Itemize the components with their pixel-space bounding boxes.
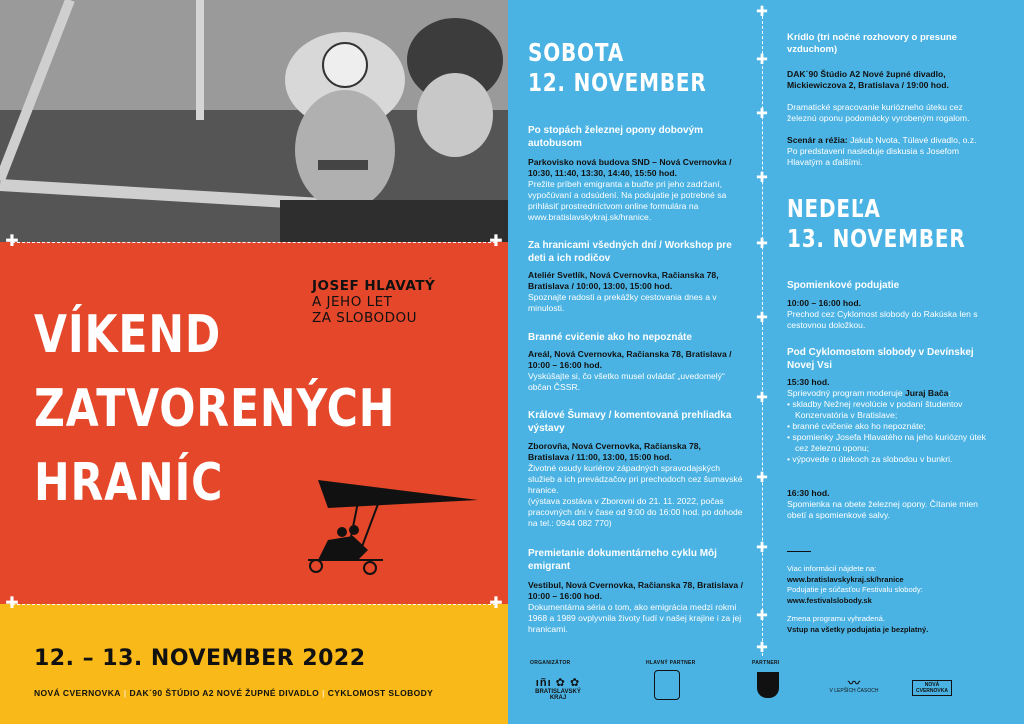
separator: |	[123, 688, 127, 698]
intro-text: Sprievodný program moderuje	[787, 388, 905, 398]
venue-3: CYKLOMOST SLOBODY	[327, 688, 434, 698]
coat-of-arms-icon	[757, 672, 779, 698]
event-credits	[787, 135, 992, 146]
venue-1: NOVÁ CVERNOVKA	[34, 688, 121, 698]
program-panel	[508, 0, 1024, 724]
event-description: Vyskúšajte si, čo všetko musel ovládať „uvedomelý“ občan ČSSR.	[528, 371, 725, 392]
info-text: Podujatie je súčasťou Festivalu slobody:	[787, 585, 923, 594]
event-location: Areál, Nová Cvernovka, Račianska 78, Bratislava / 10:00 – 16:00 hod.	[528, 349, 732, 370]
hero-photo	[0, 0, 508, 242]
partner-lepsich-name: V LEPŠÍCH ČASOCH	[829, 688, 879, 694]
moderator: Juraj Bača	[904, 388, 949, 398]
title-line-3: HRANÍC	[34, 453, 224, 513]
left-panel	[0, 0, 508, 724]
main-partner-logo	[654, 670, 680, 700]
saturday-date: 12. NOVEMBER	[528, 68, 707, 97]
event-description: Spomienka na obete železnej opony. Čítanie mien obetí a spomienkové salvy.	[787, 499, 978, 520]
event-note: (výstava zostáva v Zborovni do 21. 11. 2022, počas pracovných dní v čase od 9:00 do 16:00 hod. po dohode na tel.: 0944 082 770)	[528, 496, 743, 528]
event-title: Branné cvičenie ako ho nepoznáte	[528, 332, 692, 343]
event-title: Pod Cyklomostom slobody v Devínskej Novej Vsi	[787, 347, 974, 371]
event-time: 10:00 – 16:00 hod.	[787, 298, 862, 308]
event-description: Dokumentárna séria o tom, ako emigrácia medzi rokmi 1968 a 1989 ovplyvnila životy ľudí v našej krajine i za jej hranicami.	[528, 602, 742, 634]
info-text: Viac informácií nájdete na:	[787, 564, 877, 573]
partners-label: PARTNERI	[752, 660, 780, 666]
event-description: Prechod cez Cyklomost slobody do Rakúska len s cestovnou doložkou.	[787, 309, 978, 330]
info-block	[787, 564, 997, 635]
hero-photo-illustration	[0, 0, 508, 242]
sunday-heading	[787, 194, 966, 254]
credits-label: Scenár a réžia:	[787, 135, 848, 145]
cross-icon: ✚	[756, 389, 768, 405]
cross-icon: ✚	[489, 595, 503, 612]
main-partner-label: HLAVNÝ PARTNER	[646, 660, 696, 666]
partner-cvernovka-logo: NOVÁ CVERNOVKA	[912, 680, 952, 696]
cross-icon: ✚	[756, 51, 768, 67]
cross-icon: ✚	[756, 539, 768, 555]
hang-glider-icon	[298, 462, 488, 582]
list-item: • výpovede o útekoch za slobodou v bunkri.	[787, 454, 953, 464]
subtitle-line-3: ZA SLOBODOU	[312, 310, 418, 326]
organizer-label: ORGANIZÁTOR	[530, 660, 571, 666]
event-title: Krídlo (tri nočné rozhovory o presune vzduchom)	[787, 32, 957, 55]
venue-2: DAK´90 ŠTÚDIO A2 NOVÉ ŽUPNÉ DIVADLO	[129, 688, 320, 698]
cross-icon: ✚	[489, 233, 503, 250]
divider-top	[12, 242, 496, 243]
event-date: 12. – 13. NOVEMBER 2022	[34, 646, 366, 671]
cross-icon: ✚	[756, 469, 768, 485]
spacer	[787, 606, 997, 614]
program-intro	[787, 388, 999, 399]
saturday-day: SOBOTA	[528, 38, 625, 67]
info-notice: Vstup na všetky podujatia je bezplatný.	[787, 624, 929, 634]
leaf-icon: 〰	[847, 676, 860, 690]
cross-icon: ✚	[756, 169, 768, 185]
credits-value: Jakub Nvota, Túlavé divadlo, o.z.	[850, 135, 977, 145]
event-location: Zborovňa, Nová Cvernovka, Račianska 78, Bratislava / 11:00, 13:00, 15:00 hod.	[528, 441, 701, 462]
list-item: • skladby Nežnej revolúcie v podaní študentov Konzervatória v Bratislave;	[787, 399, 963, 420]
cross-icon: ✚	[756, 607, 768, 623]
divider-bottom	[12, 604, 496, 605]
event-title: Králové Šumavy / komentovaná prehliadka výstavy	[528, 410, 732, 434]
event-location: DAK´90 Štúdio A2 Nové župné divadlo, Mickiewiczova 2, Bratislava / 19:00 hod.	[787, 69, 949, 90]
event-title: Spomienkové podujatie	[787, 280, 900, 291]
title-line-1: VÍKEND	[34, 305, 222, 365]
program-list	[787, 399, 999, 465]
intro-colon: :	[948, 388, 951, 398]
title-line-2: ZATVORENÝCH	[34, 379, 396, 439]
event-title: Premietanie dokumentárneho cyklu Môj emigrant	[528, 548, 717, 572]
event-description: Životné osudy kuriérov západných spravodajských služieb a ich prevádzačov pri prechodoch cez šumavské hranice.	[528, 463, 743, 495]
cross-icon: ✚	[756, 235, 768, 251]
event-location: Vestibul, Nová Cvernovka, Račianska 78, Bratislava / 10:00 – 16:00 hod.	[528, 580, 743, 601]
organizer-name: BRATISLAVSKÝ KRAJ	[535, 689, 581, 701]
event-title: Po stopách železnej opony dobovým autobusom	[528, 125, 704, 149]
event-description	[787, 388, 999, 465]
info-link[interactable]: www.bratislavskykraj.sk/hranice	[787, 574, 904, 584]
partner-lepsich-logo	[826, 678, 882, 694]
list-item: • branné cvičenie ako ho nepoznáte;	[787, 421, 926, 431]
organizer-logo	[528, 676, 588, 701]
list-item: • spomienky Josefa Hlavatého na jeho kuriózny útek cez železnú oponu;	[787, 432, 986, 453]
event-description: Prežite príbeh emigranta a buďte pri jeho zadržaní, vypočúvaní a odsúdení. Na podujatie je potrebné sa prihlásiť prostredníctvom online formulára na www.bratislavskykraj.sk/hranice.	[528, 179, 727, 222]
cross-icon: ✚	[756, 309, 768, 325]
event-time: 15:30 hod.	[787, 377, 830, 387]
sunday-date: 13. NOVEMBER	[787, 224, 966, 253]
organizer-symbols: ıñı ✿ ✿	[535, 677, 581, 689]
saturday-heading	[528, 38, 707, 98]
sunday-day: NEDEĽA	[787, 194, 881, 223]
event-description: Spoznajte radosti a prekážky cestovania dnes a v minulosti.	[528, 292, 717, 313]
info-text: Zmena programu vyhradená.	[787, 614, 885, 623]
cross-icon: ✚	[756, 105, 768, 121]
info-divider	[787, 551, 811, 552]
event-location: Ateliér Svetlík, Nová Cvernovka, Račianska 78, Bratislava / 10:00, 13:00, 15:00 hod.	[528, 270, 719, 291]
event-location: Parkovisko nová budova SND – Nová Cvernovka / 10:30, 11:40, 13:30, 14:40, 15:50 hod.	[528, 157, 732, 178]
venues-list	[34, 688, 433, 698]
cross-icon: ✚	[756, 639, 768, 655]
event-time: 16:30 hod.	[787, 488, 830, 498]
event-after: Po predstavení nasleduje diskusia s Josefom Hlavatým a ďalšími.	[787, 146, 959, 167]
subtitle-line-2: A JEHO LET	[312, 294, 393, 310]
event-title: Za hranicami všedných dní / Workshop pre deti a ich rodičov	[528, 240, 732, 264]
cross-icon: ✚	[5, 233, 19, 250]
separator: |	[322, 688, 325, 698]
cross-icon: ✚	[5, 595, 19, 612]
event-description: Dramatické spracovanie kurióznehо úteku cez železnú oponu podomácky vyrobeným rogalom.	[787, 102, 970, 123]
subtitle-name: JOSEF HLAVATÝ	[312, 278, 436, 294]
cross-icon: ✚	[756, 3, 768, 19]
info-link[interactable]: www.festivalslobody.sk	[787, 595, 872, 605]
